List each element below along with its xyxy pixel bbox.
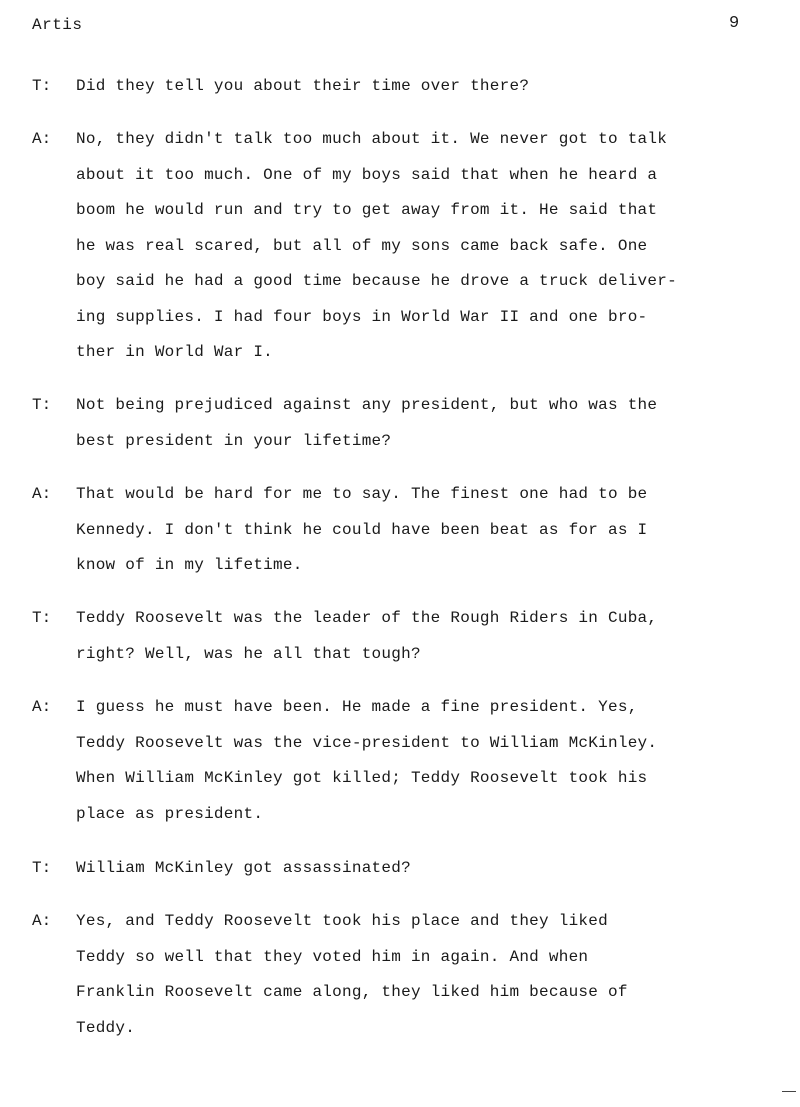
text-line: Did they tell you about their time over there? [76, 77, 530, 95]
text-line: best president in your lifetime? [76, 431, 392, 450]
page-number: 9 [729, 14, 740, 33]
text-line: When William McKinley got killed; Teddy Roosevelt took his [76, 769, 648, 787]
speaker-label: A: [32, 485, 52, 503]
entry-text [76, 851, 752, 887]
entry-text [76, 601, 752, 672]
entry-text [76, 904, 752, 1046]
text-line: boom he would run and try to get away from it. He said that [76, 201, 658, 219]
speaker-label: T: [32, 609, 52, 627]
text-line: Franklin Roosevelt came along, they liked him because of [76, 983, 628, 1001]
text-line: Teddy. [76, 1018, 136, 1037]
text-line: about it too much. One of my boys said that when he heard a [76, 165, 658, 184]
text-line: right? Well, was he all that tough? [76, 644, 421, 663]
transcript-entry [32, 601, 752, 672]
header-name: Artis [32, 16, 83, 34]
entry-text [76, 388, 752, 459]
transcript-entry [32, 851, 752, 887]
text-line: No, they didn't talk too much about it. We never got to talk [76, 130, 668, 148]
text-line: know of in my lifetime. [76, 556, 303, 574]
entry-text [76, 477, 752, 584]
text-line: Not being prejudiced against any president, but who was the [76, 396, 658, 414]
transcript-entry [32, 69, 752, 105]
text-line: place as president. [76, 804, 264, 823]
speaker-label: T: [32, 396, 52, 414]
transcript-entry [32, 690, 752, 832]
speaker-label: T: [32, 859, 52, 877]
transcript-entry [32, 477, 752, 584]
text-line: Teddy so well that they voted him in again. And when [76, 947, 589, 966]
speaker-label: T: [32, 77, 52, 95]
text-line: Yes, and Teddy Roosevelt took his place and they liked [76, 912, 608, 930]
text-line: boy said he had a good time because he drove a truck deliver- [76, 272, 677, 290]
text-line: Teddy Roosevelt was the leader of the Rough Riders in Cuba, [76, 609, 658, 627]
speaker-label: A: [32, 698, 52, 716]
speaker-label: A: [32, 912, 52, 930]
text-line: Kennedy. I don't think he could have been beat as for as I [76, 520, 648, 539]
text-line: ing supplies. I had four boys in World War II and one bro- [76, 307, 648, 326]
text-line: Teddy Roosevelt was the vice-president to William McKinley. [76, 733, 658, 752]
text-line: I guess he must have been. He made a fine president. Yes, [76, 698, 638, 716]
text-line: William McKinley got assassinated? [76, 859, 411, 877]
entry-text [76, 122, 752, 371]
page-edge-mark [782, 1091, 796, 1092]
text-line: That would be hard for me to say. The finest one had to be [76, 485, 648, 503]
text-line: ther in World War I. [76, 343, 274, 361]
text-line: he was real scared, but all of my sons came back safe. One [76, 236, 648, 255]
transcript-entry [32, 122, 752, 371]
entry-text [76, 690, 752, 832]
transcript-entry [32, 388, 752, 459]
speaker-label: A: [32, 130, 52, 148]
transcript-entry [32, 904, 752, 1046]
entry-text [76, 69, 752, 105]
